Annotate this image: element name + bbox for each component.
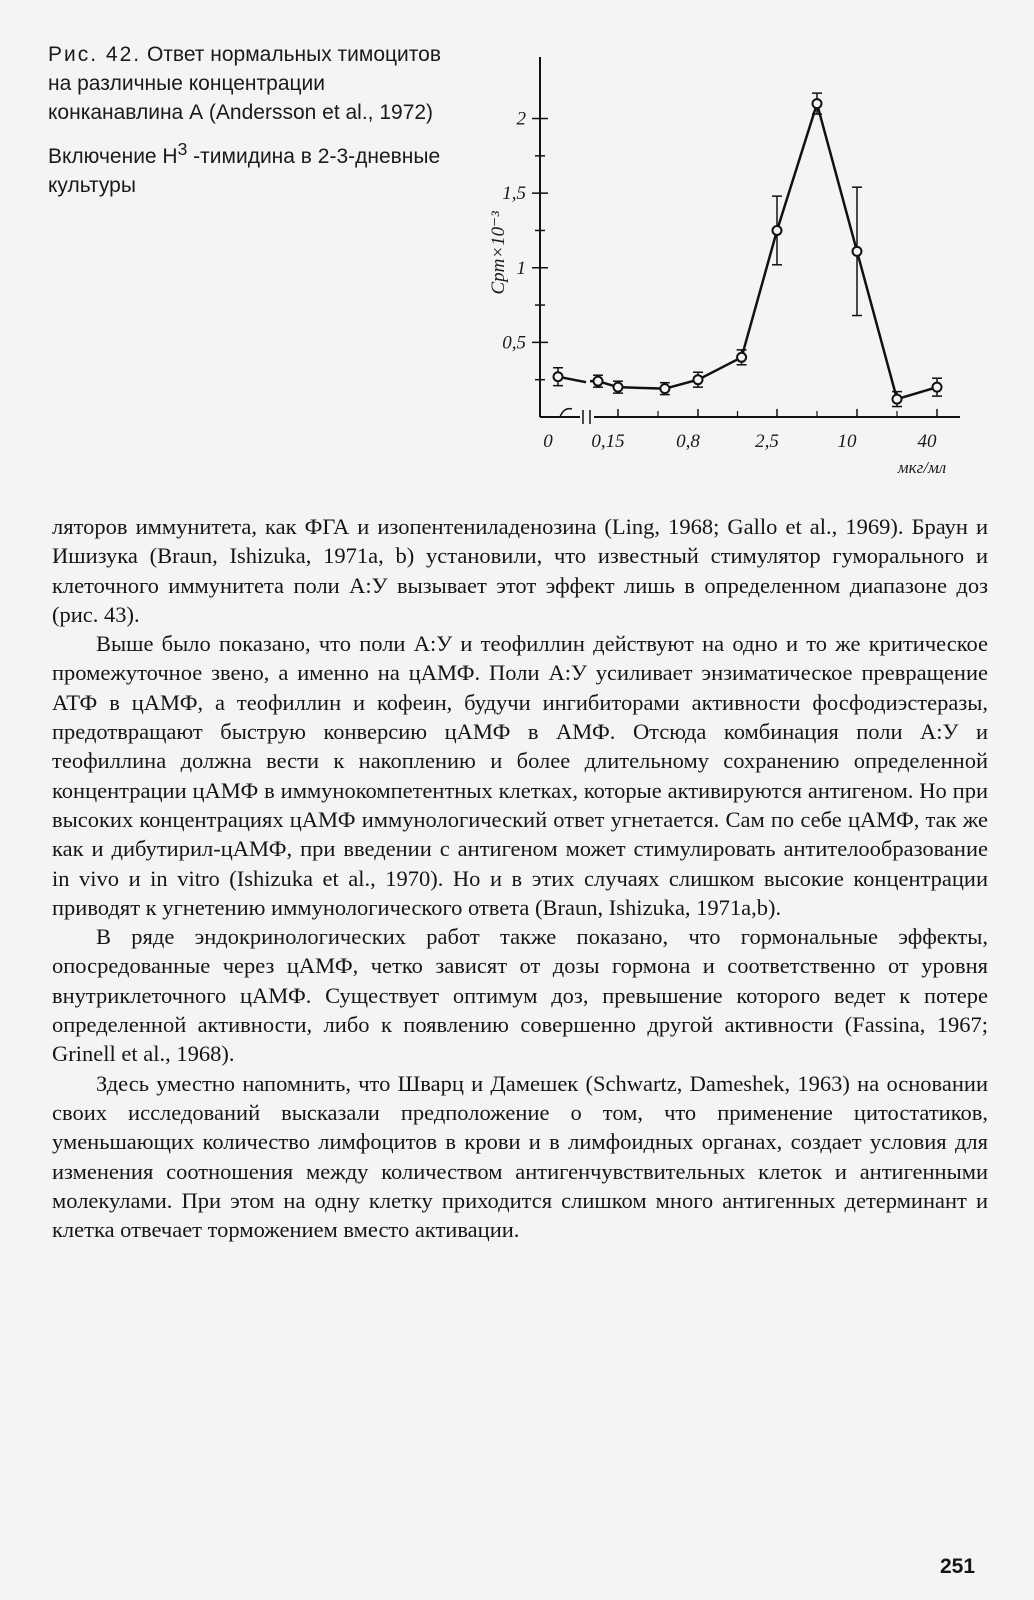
x-tick-label: 0,15	[591, 431, 625, 452]
x-tick-label: 10	[837, 431, 857, 452]
figure-caption	[48, 40, 448, 200]
caption-main	[48, 40, 448, 127]
data-point	[614, 383, 623, 392]
x-tick-label: 40	[917, 431, 937, 452]
x-tick-label: 0	[543, 431, 553, 452]
axis-break-squiggle	[560, 409, 572, 417]
dose-response-chart	[470, 45, 970, 475]
series-line	[590, 104, 937, 399]
y-tick-label: 1,5	[502, 183, 526, 205]
y-tick-label: 2	[516, 108, 526, 130]
y-axis-label: Cpm×10⁻³	[488, 211, 509, 295]
figure-title: Ответ нормальных тимоцитов на различные концентрации конканавлина А (Andersson et al., 1972)	[48, 43, 441, 124]
data-point	[737, 353, 746, 362]
y-tick-label: 0,5	[502, 332, 526, 354]
data-point	[853, 247, 862, 256]
body-text	[52, 512, 988, 1244]
x-tick-label: 0,8	[676, 431, 700, 452]
page-number: 251	[940, 1555, 976, 1578]
paragraph-2: Выше было показано, что поли А:У и теофиллин действуют на одно и то же критическое промежуточное звено, а именно на цАМФ. Поли А:У усиливает энзиматическое превращение АТФ в цАМФ, а теофиллин и кофеин, будучи ингибиторами активности фосфодиэстеразы, предотвращают быструю конверсию цАМФ в АМФ. Отсюда комбинация поли А:У и теофиллина должна вести к накоплению и более длительному сохранению определенной концентрации цАМФ в иммунокомпетентных клетках, которые активируются антигеном. Но при высоких концентрациях цАМФ иммунологический ответ угнетается. Сам по себе цАМФ, так же как и дибутирил-цАМФ, при введении с антигеном может стимулировать антителообразование in vivo и in vitro (Ishizuka et al., 1970). Но и в этих случаях слишком высокие концентрации приводят к угнетению иммунологического ответа (Braun, Ishizuka, 1971a,b).	[52, 631, 988, 920]
data-point	[554, 372, 563, 381]
data-point	[773, 226, 782, 235]
data-point	[694, 375, 703, 384]
data-point	[893, 395, 902, 404]
x-axis-label: мкг/мл	[897, 458, 947, 475]
caption-sub	[48, 135, 448, 200]
y-tick-label: 1	[516, 257, 526, 279]
data-point	[813, 99, 822, 108]
caption-sub-prefix: Включение H	[48, 145, 178, 168]
caption-sub-suffix: -тимидина в 2-3-дневные культуры	[48, 145, 441, 197]
x-tick-label: 2,5	[755, 431, 779, 452]
data-point	[594, 377, 603, 386]
figure-label: Рис. 42.	[48, 43, 142, 66]
paragraph-1: ляторов иммунитета, как ФГА и изопентениладенозина (Ling, 1968; Gallo et al., 1969). Браун и Ишизука (Braun, Ishizuka, 1971a, b) установили, что известный стимулятор гуморального и клеточного иммунитета поли А:У вызывает этот эффект лишь в определенном диапазоне доз (рис. 43).	[52, 514, 988, 627]
paragraph-3: В ряде эндокринологических работ также показано, что гормональные эффекты, опосредованные через цАМФ, четко зависят от дозы гормона и соответственно от уровня внутриклеточного цАМФ. Существует оптимум доз, превышение которого ведет к потере определенной активности, либо к появлению совершенно другой активности (Fassina, 1967; Grinell et al., 1968).	[52, 924, 988, 1067]
data-point	[933, 383, 942, 392]
data-point	[660, 384, 669, 393]
paragraph-4: Здесь уместно напомнить, что Шварц и Дамешек (Schwartz, Dameshek, 1963) на основании своих исследований высказали предположение о том, что применение цитостатиков, уменьшающих количество лимфоцитов в крови и в лимфоидных органах, создает условия для изменения соотношения между количеством антигенчувствительных клеток и антигенными молекулами. При этом на одну клетку приходится слишком много антигенных детерминант и клетка отвечает торможением вместо активации.	[52, 1070, 988, 1243]
caption-sub-superscript: 3	[177, 139, 188, 159]
